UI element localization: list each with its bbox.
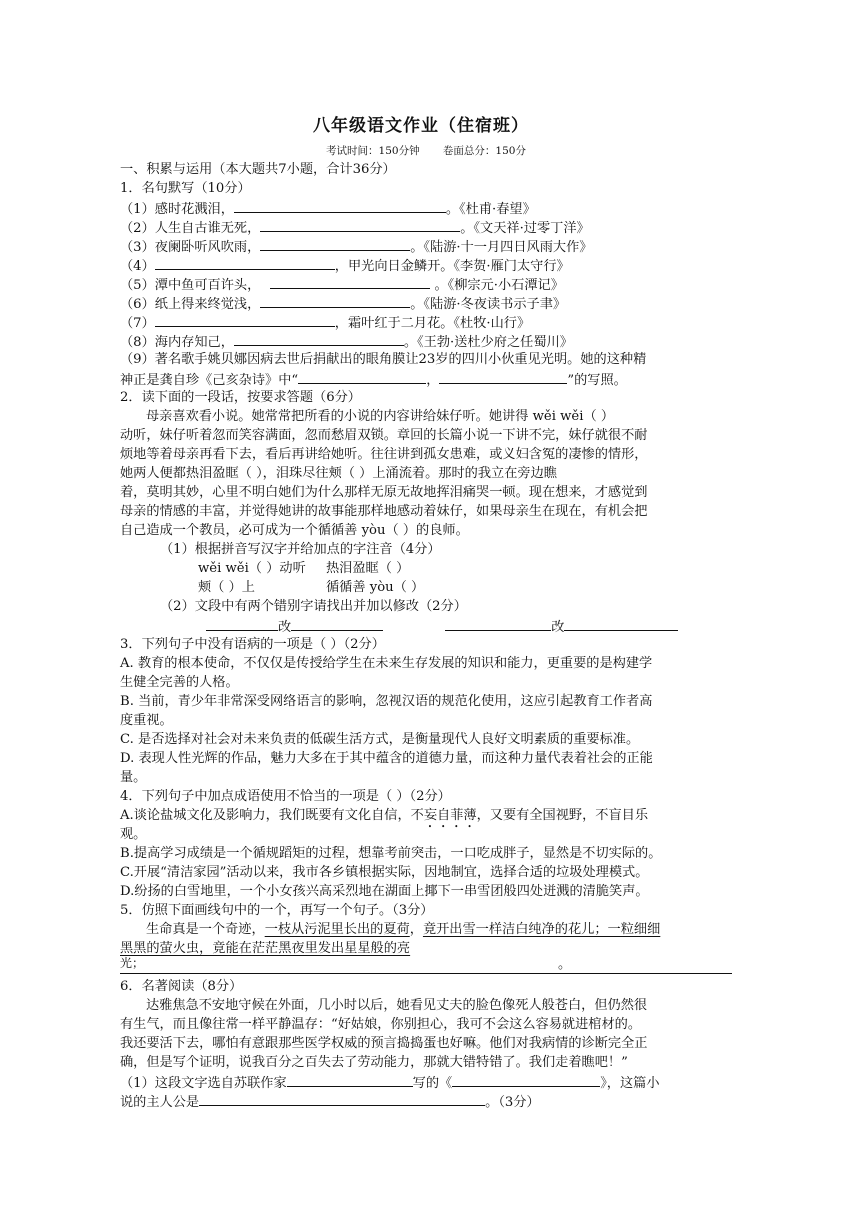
answer-blank[interactable] xyxy=(270,274,430,289)
q2-passage-line: 她两人便都热泪盈眶（ ），泪珠尽往颊（ ）上涌流着。那时的我立在旁边瞧 xyxy=(120,466,557,481)
q3-option-b-cont: 度重视。 xyxy=(120,713,173,728)
question-3-heading: 3．下列句子中没有语病的一项是（ ）（2分） xyxy=(120,637,385,652)
page-title: 八年级语文作业（住宿班） xyxy=(313,116,529,136)
answer-blank[interactable] xyxy=(234,198,446,213)
q2-sub-1: （1）根据拼音写汉字并给加点的字注音（4分） xyxy=(160,542,441,557)
q2-passage-line: 着，莫明其妙，心里不明白她们为什么那样无原无故地挥泪痛哭一顿。现在想来，才感觉到 xyxy=(120,485,648,500)
answer-blank[interactable] xyxy=(155,255,335,270)
q3-option-c: C. 是否选择对社会对未来负责的低碳生活方式，是衡量现代人良好文明素质的重要标准。 xyxy=(120,732,640,747)
worksheet-page xyxy=(120,114,732,1110)
answer-blank[interactable] xyxy=(260,217,460,232)
q6-passage-line: 有生气，而且像往常一样平静温存：“好姑娘，你别担心，我可不会这么容易就进棺材的。 xyxy=(120,1017,642,1032)
answer-blank[interactable] xyxy=(439,369,567,384)
q4-option-b: B.提高学习成绩是一个循规蹈矩的过程，想靠考前突击，一口吃成胖子，显然是不切实际的。 xyxy=(120,846,662,861)
q2-passage-line: 自己造成一个教员，必可成为一个循循善 yòu（ ）的良师。 xyxy=(120,523,469,538)
q1-item-6: （6）纸上得来终觉浅， 。《陆游·冬夜读书示子聿》 xyxy=(120,293,732,312)
answer-blank[interactable] xyxy=(452,1072,600,1087)
q6-passage-line: 确，但是写个证明，说我百分之百失去了劳动能力，那就大错特错了。我们走着瞧吧！” xyxy=(120,1055,628,1070)
q3-option-a: A. 教育的根本使命，不仅仅是传授给学生在未来生存发展的知识和能力，更重要的是构建学 xyxy=(120,656,653,671)
dotted-idiom: 妄自菲薄 xyxy=(423,808,477,823)
q6-passage-line: 我还要活下去，哪怕有意跟那些医学权威的预言捣捣蛋也好嘛。他们对我病情的诊断完全正 xyxy=(120,1036,648,1051)
q2-passage-line: 动听，妹仔听着忽而笑容满面，忽而愁眉双锁。章回的长篇小说一下讲不完，妹仔就很不耐 xyxy=(120,428,648,443)
answer-blank[interactable] xyxy=(234,331,404,346)
question-6-heading: 6．名著阅读（8分） xyxy=(120,979,243,994)
question-2-heading: 2．读下面的一段话，按要求答题（6分） xyxy=(120,390,361,405)
answer-blank[interactable] xyxy=(260,293,410,308)
q5-example-line1: 生命真是一个奇迹，一枝从污泥里长出的夏荷，竟开出雪一样洁白纯净的花儿；一粒细细 xyxy=(146,922,661,937)
answer-blank[interactable] xyxy=(199,1091,485,1106)
q3-option-d-cont: 量。 xyxy=(120,770,147,785)
q4-option-a: A.谈论盐城文化及影响力，我们既要有文化自信，不妄自菲薄，又要有全国视野，不盲目乐 xyxy=(120,808,649,823)
q6-sub-1-cont: 说的主人公是 。（3分） xyxy=(120,1091,732,1110)
question-4-heading: 4．下列句子中加点成语使用不恰当的一项是（ ）（2分） xyxy=(120,789,451,804)
answer-line[interactable] xyxy=(120,973,732,974)
q5-answer-line: 光； 。 xyxy=(120,958,732,977)
answer-blank[interactable] xyxy=(287,1072,413,1087)
q6-passage-line: 达雅焦急不安地守候在外面，几小时以后，她看见丈夫的脸色像死人般苍白，但仍然很 xyxy=(146,998,648,1013)
q1-item-4: （4） ，甲光向日金鳞开。《李贺·雁门太守行》 xyxy=(120,255,732,274)
q4-option-a-cont: 观。 xyxy=(120,827,147,842)
exam-time: 考试时间：150分钟 xyxy=(326,145,420,157)
q4-option-d: D.纷扬的白雪地里，一个小女孩兴高采烈地在湖面上揶下一串雪团般四处迸溅的清脆笑声。 xyxy=(120,884,649,899)
q1-item-9-line2: 神正是龚自珍《己亥杂诗》中“ ， ”的写照。 xyxy=(120,369,732,388)
q3-option-a-cont: 生健全完善的人格。 xyxy=(120,675,239,690)
answer-blank[interactable] xyxy=(298,369,426,384)
q6-sub-1: （1）这段文字选自苏联作家 写的《 》，这篇小 xyxy=(120,1072,732,1091)
answer-blank[interactable] xyxy=(260,236,410,251)
q1-item-3: （3）夜阑卧听风吹雨， 。《陆游·十一月四日风雨大作》 xyxy=(120,236,732,255)
q3-option-d: D. 表现人性光辉的作品，魅力大多在于其中蕴含的道德力量，而这种力量代表着社会的正能 xyxy=(120,751,653,766)
q5-example-line2: 黑黑的萤火虫，竟能在茫茫黑夜里发出星星般的亮 xyxy=(120,941,411,956)
q1-item-7: （7） ，霜叶红于二月花。《杜牧·山行》 xyxy=(120,312,732,331)
exam-info xyxy=(120,142,732,160)
q2-correction-row: 改 改 xyxy=(120,616,732,635)
q1-item-8: （8）海内存知己， 。《王勃·送杜少府之任蜀川》 xyxy=(120,331,732,350)
q1-item-5: （5）潭中鱼可百许头， 。《柳宗元·小石潭记》 xyxy=(120,274,732,293)
q2-passage-line: 母亲喜欢看小说。她常常把所看的小说的内容讲给妹仔听。她讲得 wěi wěi（ ） xyxy=(146,409,615,424)
answer-blank[interactable] xyxy=(445,616,551,631)
q1-item-9-line1: （9）著名歌手姚贝娜因病去世后捐献出的眼角膜让23岁的四川小伙重见光明。她的这种精 xyxy=(120,352,647,367)
q2-passage-line: 烦地等着母亲再看下去，看后再讲给她听。往往讲到孤女患难，或义妇含冤的凄惨的情形， xyxy=(120,447,648,462)
q2-sub-2: （2）文段中有两个错别字请找出并加以修改（2分） xyxy=(160,599,467,614)
section-heading: 一、积累与运用（本大题共7小题，合计36分） xyxy=(120,162,396,177)
question-5-heading: 5．仿照下面画线句中的一个，再写一个句子。（3分） xyxy=(120,903,434,918)
total-score: 卷面总分：150分 xyxy=(442,145,526,157)
answer-blank[interactable] xyxy=(564,616,678,631)
q1-item-1: （1）感时花溅泪， 。《杜甫·春望》 xyxy=(120,198,732,217)
q2-passage-line: 母亲的情感的丰富，并觉得她讲的故事能那样地感动着妹仔，如果母亲生在现在，有机会把 xyxy=(120,504,648,519)
q3-option-b: B. 当前，青少年非常深受网络语言的影响，忽视汉语的规范化使用，这应引起教育工作者高 xyxy=(120,694,653,709)
answer-blank[interactable] xyxy=(291,616,383,631)
answer-blank[interactable] xyxy=(206,616,278,631)
question-1-heading: 1．名句默写（10分） xyxy=(120,181,251,196)
q2-sub-1-row: wěi wěi（ ）动听 热泪盈眶（ ） xyxy=(198,561,410,576)
q4-option-c: C.开展“清洁家园”活动以来，我市各乡镇根据实际，因地制宜，选择合适的垃圾处理模式。 xyxy=(120,865,649,880)
q1-item-2: （2）人生自古谁无死， 。《文天祥·过零丁洋》 xyxy=(120,217,732,236)
q2-sub-1-row: 颊（ ）上 循循善 yòu（ ） xyxy=(198,580,425,595)
answer-blank[interactable] xyxy=(155,312,335,327)
